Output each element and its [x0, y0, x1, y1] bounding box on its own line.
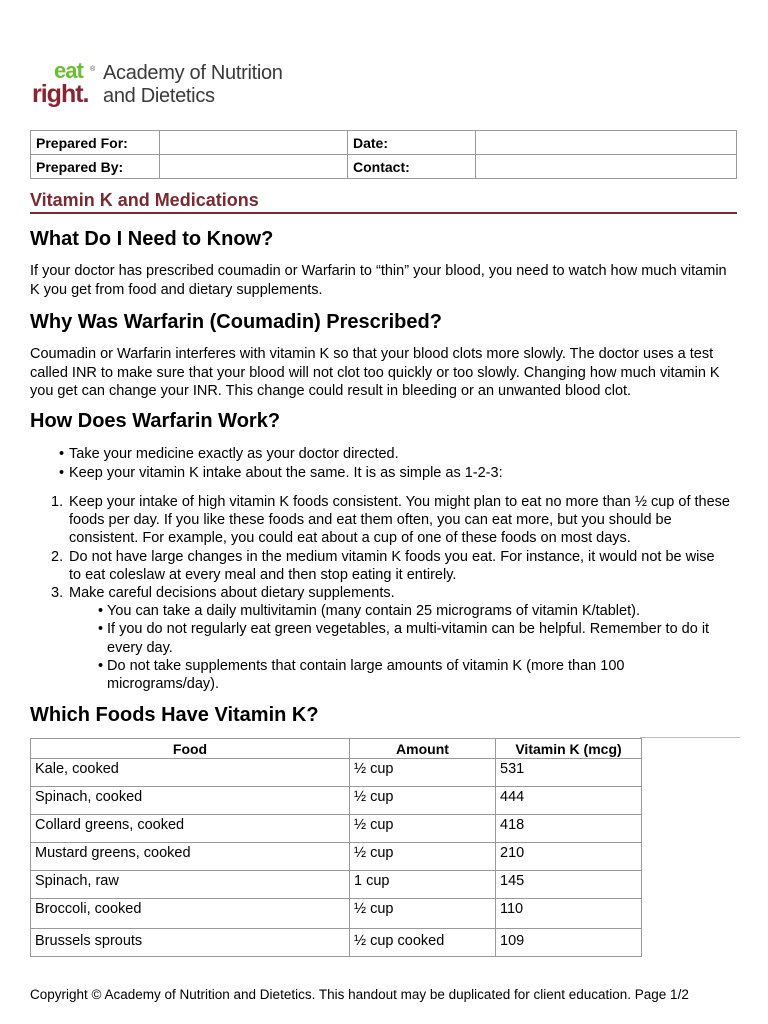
food-cell: Mustard greens, cooked [31, 843, 350, 871]
table-row [31, 929, 642, 957]
step-number: 1. [51, 494, 64, 510]
heading-why-prescribed: Why Was Warfarin (Coumadin) Prescribed? [30, 311, 442, 333]
prepared-for-field[interactable] [160, 131, 348, 155]
copyright-footer: Copyright © Academy of Nutrition and Dietetics. This handout may be duplicated for client education. Page 1/2 [30, 987, 689, 1002]
table-row [31, 899, 642, 929]
logo [32, 58, 332, 112]
sub-bullet-item: • Do not take supplements that contain large amounts of vitamin K (more than 100 micrograms/day). [69, 657, 730, 693]
step-number: 2. [51, 548, 64, 565]
heading-how-works: How Does Warfarin Work? [30, 410, 281, 432]
vitamin-k-cell: 110 [496, 899, 642, 929]
prepared-by-field[interactable] [160, 155, 348, 179]
document-title: Vitamin K and Medications [30, 190, 737, 214]
column-header-vitamin-k: Vitamin K (mcg) [496, 739, 642, 759]
bullet-item: • Keep your vitamin K intake about the same. It is as simple as 1-2-3: [30, 464, 503, 483]
table-row [31, 871, 642, 899]
date-label: Date: [348, 131, 476, 155]
logo-right-text: right. [32, 80, 89, 108]
vitamin-k-cell: 444 [496, 787, 642, 815]
food-cell: Collard greens, cooked [31, 815, 350, 843]
column-header-food: Food [31, 739, 350, 759]
step-text: Keep your intake of high vitamin K foods consistent. You might plan to eat no more than ½ cup of these foods per day. If you like these foods and eat them often, you can eat more, but you should be consistent. For example, you could eat about a cup of one of these foods on most days. [69, 494, 730, 547]
table-top-rule [640, 737, 740, 738]
table-row [31, 843, 642, 871]
sub-bullet-item: • If you do not regularly eat green vegetables, a multi-vitamin can be helpful. Remember to do it every day. [69, 620, 730, 656]
table-header-row [31, 739, 642, 759]
org-name-line1: Academy of Nutrition [103, 62, 283, 84]
paragraph-what-to-know: If your doctor has prescribed coumadin or Warfarin to “thin” your blood, you need to watch how much vitamin K you get from food and dietary supplements. [30, 263, 727, 298]
food-cell: Brussels sprouts [31, 929, 350, 957]
date-field[interactable] [476, 131, 737, 155]
amount-cell: ½ cup [350, 843, 496, 871]
vitamin-k-foods-table [30, 738, 642, 957]
food-cell: Spinach, raw [31, 871, 350, 899]
amount-cell: ½ cup cooked [350, 929, 496, 957]
contact-label: Contact: [348, 155, 476, 179]
prepared-for-label: Prepared For: [31, 131, 160, 155]
vitamin-k-cell: 210 [496, 843, 642, 871]
bullet-item: • Take your medicine exactly as your doctor directed. [30, 445, 503, 464]
food-cell: Kale, cooked [31, 759, 350, 787]
instruction-bullets [30, 445, 503, 482]
vitamin-k-cell: 109 [496, 929, 642, 957]
amount-cell: ½ cup [350, 787, 496, 815]
food-cell: Broccoli, cooked [31, 899, 350, 929]
org-name-line2: and Dietetics [103, 85, 215, 107]
logo-registered-mark: ® [90, 66, 96, 73]
step-item [30, 584, 730, 693]
info-table [30, 130, 737, 179]
column-header-amount: Amount [350, 739, 496, 759]
heading-what-to-know: What Do I Need to Know? [30, 228, 274, 250]
table-row [31, 815, 642, 843]
vitamin-k-cell: 145 [496, 871, 642, 899]
step-text: Do not have large changes in the medium vitamin K foods you eat. For instance, it would not be wise to eat coleslaw at every meal and then stop eating it entirely. [69, 548, 715, 583]
step-text: Make careful decisions about dietary supplements. [69, 585, 395, 602]
amount-cell: 1 cup [350, 871, 496, 899]
vitamin-k-cell: 418 [496, 815, 642, 843]
amount-cell: ½ cup [350, 899, 496, 929]
table-row [31, 759, 642, 787]
sub-bullet-item: • You can take a daily multivitamin (many contain 25 micrograms of vitamin K/tablet). [69, 602, 730, 620]
amount-cell: ½ cup [350, 815, 496, 843]
paragraph-why-prescribed: Coumadin or Warfarin interferes with vitamin K so that your blood clots more slowly. The doctor uses a test called INR to make sure that your blood will not clot too quickly or too slowly. Changing how much vitamin K you get can change your INR. This change could result in bleeding or an unwanted blood clot. [30, 346, 720, 399]
eatright-logo-mark [32, 58, 98, 112]
step-item [30, 493, 730, 548]
food-cell: Spinach, cooked [31, 787, 350, 815]
step-number: 3. [51, 585, 64, 602]
supplement-sublist [69, 602, 730, 693]
vitamin-k-cell: 531 [496, 759, 642, 787]
steps-list [30, 493, 730, 693]
table-row [31, 787, 642, 815]
heading-which-foods: Which Foods Have Vitamin K? [30, 704, 319, 726]
logo-eat-text: eat [54, 58, 83, 83]
amount-cell: ½ cup [350, 759, 496, 787]
contact-field[interactable] [476, 155, 737, 179]
prepared-by-label: Prepared By: [31, 155, 160, 179]
step-item [30, 548, 730, 584]
